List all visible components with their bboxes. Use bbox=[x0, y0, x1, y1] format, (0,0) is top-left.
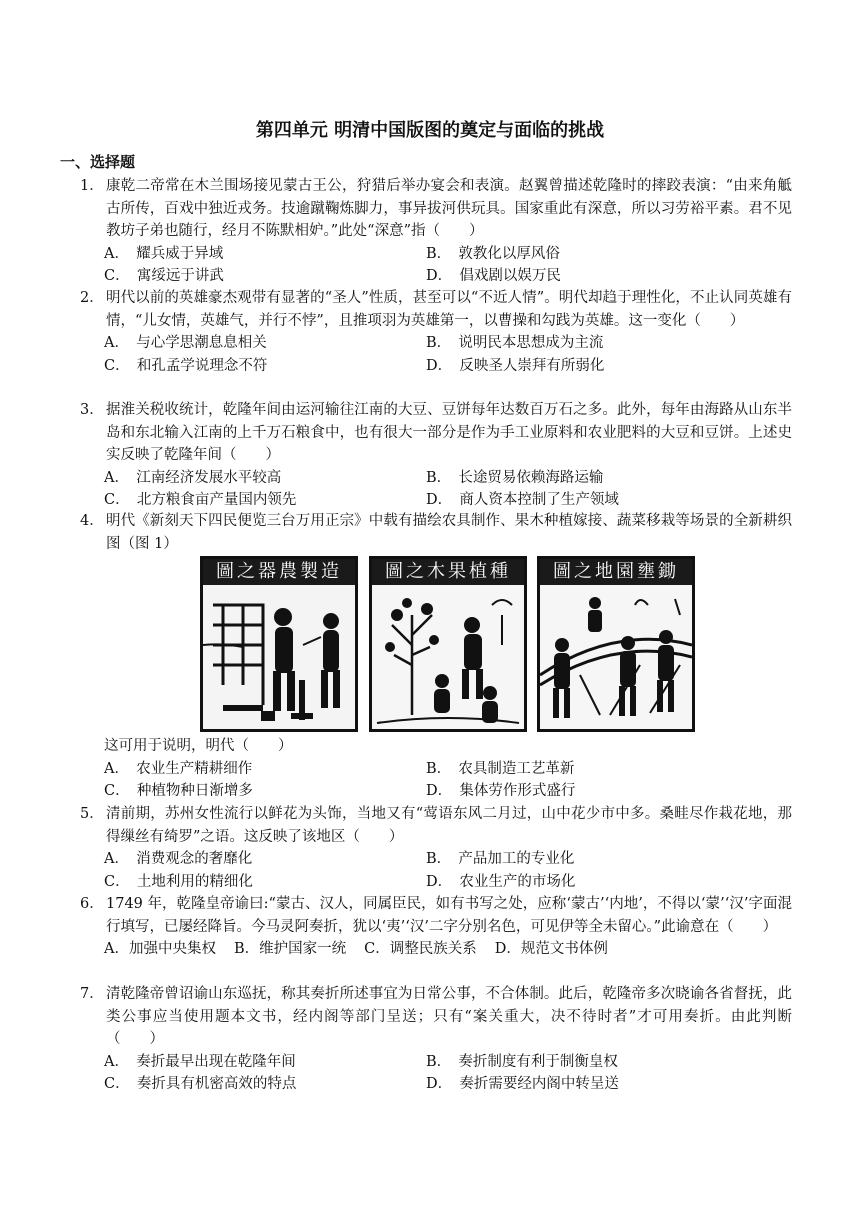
question-4-followup bbox=[104, 735, 748, 803]
option-b: B． 长途贸易依赖海路运输 bbox=[426, 469, 604, 486]
option-d: D． 集体劳作形式盛行 bbox=[426, 783, 576, 799]
question-stem: 清乾隆帝曾诏谕山东巡抚，称其奏折所述事宜为日常公事，不合体制。此后，乾隆帝多次晓谕各省督抚，此类公事应当使用题本文书，经内阁等部门呈送；只有“案关重大，决不待时者”才可用奏折。由此判断（ ） bbox=[106, 986, 792, 1047]
option-c: C． 奏折具有机密高效的特点 bbox=[104, 1076, 297, 1092]
question-2 bbox=[80, 287, 792, 377]
question-3 bbox=[80, 399, 792, 512]
question-stem: 据淮关税收统计，乾隆年间由运河输往江南的大豆、豆饼每年达数百万石之多。此外，每年由海路从山东半岛和东北输入江南的上千万石粮食中，也有很大一部分是作为手工业原料和农业肥料的大豆和豆饼。上述史实反映了乾隆年间（ ） bbox=[106, 402, 792, 463]
question-number: 6． bbox=[80, 896, 104, 912]
woodcut-illustration bbox=[540, 585, 692, 729]
woodcut-illustration bbox=[203, 585, 355, 729]
figure-1-woodcuts bbox=[200, 556, 695, 732]
option-b: B．维护国家一统 bbox=[233, 941, 347, 957]
question-number: 2． bbox=[80, 290, 104, 306]
woodcut-planting-trees bbox=[369, 556, 527, 732]
option-c: C． 土地利用的精细化 bbox=[104, 873, 253, 890]
option-a: A． 农业生产精耕细作 bbox=[104, 760, 253, 777]
option-c: C． 北方粮食亩产量国内领先 bbox=[104, 492, 297, 508]
option-a: A． 消费观念的奢靡化 bbox=[104, 851, 253, 867]
question-1 bbox=[80, 175, 792, 288]
question-stem: 清前期，苏州女性流行以鲜花为头饰，当地又有“莺语东风二月过，山中花少市中多。桑畦尽作栽花地，那得缫丝有绮罗”之语。这反映了该地区（ ） bbox=[106, 806, 792, 845]
option-b: B． 奏折制度有利于制衡皇权 bbox=[426, 1053, 618, 1070]
option-a: A． 江南经济发展水平较高 bbox=[104, 469, 282, 486]
option-list bbox=[104, 848, 792, 893]
page-title: 第四单元 明清中国版图的奠定与面临的挑战 bbox=[255, 120, 605, 141]
question-4-prompt: 这可用于说明，明代（ ） bbox=[104, 738, 293, 754]
option-d: D． 农业生产的市场化 bbox=[426, 873, 576, 890]
option-d: D．规范文书体例 bbox=[494, 941, 608, 957]
option-list bbox=[104, 243, 792, 288]
question-number: 4． bbox=[80, 513, 104, 529]
option-b: B． 产品加工的专业化 bbox=[426, 851, 575, 867]
question-4 bbox=[80, 510, 792, 555]
option-d: D． 反映圣人崇拜有所弱化 bbox=[426, 357, 605, 374]
option-a: A．加强中央集权 bbox=[104, 941, 216, 957]
option-list bbox=[104, 332, 792, 377]
woodcut-caption: 造製農器之圖 bbox=[203, 559, 355, 585]
option-c: C． 和孔孟学说理念不符 bbox=[104, 357, 268, 374]
option-a: A． 与心学思潮息息相关 bbox=[104, 335, 267, 351]
option-b: B． 说明民本思想成为主流 bbox=[426, 335, 604, 351]
question-7 bbox=[80, 983, 792, 1096]
question-6 bbox=[80, 893, 792, 961]
section-heading: 一、选择题 bbox=[60, 153, 136, 171]
option-list bbox=[104, 467, 792, 512]
question-number: 5． bbox=[80, 806, 104, 822]
woodcut-hoeing-garden bbox=[537, 556, 695, 732]
option-a: A． 耀兵威于异域 bbox=[104, 245, 224, 262]
option-a: A． 奏折最早出现在乾隆年间 bbox=[104, 1053, 296, 1070]
option-c: C． 种植物种日渐增多 bbox=[104, 783, 253, 799]
woodcut-caption: 種植果木之圖 bbox=[372, 559, 524, 585]
question-number: 7． bbox=[80, 986, 104, 1002]
option-list bbox=[104, 938, 792, 961]
question-number: 1． bbox=[80, 178, 104, 194]
question-5 bbox=[80, 803, 792, 893]
woodcut-caption: 鋤壅園地之圖 bbox=[540, 559, 692, 585]
option-d: D． 倡戏剧以娱万民 bbox=[426, 268, 561, 284]
question-stem: 1749 年，乾隆皇帝谕曰:“蒙古、汉人，同属臣民，如有书写之处，应称‘蒙古’‘内地’，不得以‘蒙’‘汉’字面混行填写，已屡经降旨。今马灵阿奏折，犹以‘夷’‘汉’二字分别名色，可见伊等全未留心。”此谕意在（ ） bbox=[106, 896, 792, 935]
option-c: C． 寓绥远于讲武 bbox=[104, 268, 224, 284]
question-number: 3． bbox=[80, 402, 104, 418]
option-c: C．调整民族关系 bbox=[364, 941, 477, 957]
option-d: D． 奏折需要经内阁中转呈送 bbox=[426, 1076, 619, 1092]
question-stem: 明代以前的英雄豪杰观带有显著的“圣人”性质，甚至可以“不近人情”。明代却趋于理性化，不止认同英雄有情，“儿女情，英雄气，并行不悖”，且推项羽为英雄第一，以曹操和勾践为英雄。这一变化（ ） bbox=[106, 290, 792, 329]
option-d: D． 商人资本控制了生产领域 bbox=[426, 492, 619, 508]
option-b: B． 农具制造工艺革新 bbox=[426, 760, 575, 777]
woodcut-making-tools bbox=[200, 556, 358, 732]
question-stem: 康乾二帝常在木兰围场接见蒙古王公，狩猎后举办宴会和表演。赵翼曾描述乾隆时的摔跤表演：“由来角觝古所传，百戏中独近戎务。技逾蹴鞠炼脚力，事异拔河供玩具。国家重此有深意，所以习劳裕平素。君不见教坊子弟也随行，经月不陈默相妒。”此处“深意”指（ ） bbox=[106, 178, 792, 239]
woodcut-illustration bbox=[372, 585, 524, 729]
question-stem: 明代《新刻天下四民便览三台万用正宗》中载有描绘农具制作、果木种植嫁接、蔬菜移栽等场景的全新耕织图（图 1） bbox=[106, 513, 792, 552]
option-list bbox=[104, 1051, 792, 1096]
option-b: B． 敦教化以厚风俗 bbox=[426, 245, 560, 262]
